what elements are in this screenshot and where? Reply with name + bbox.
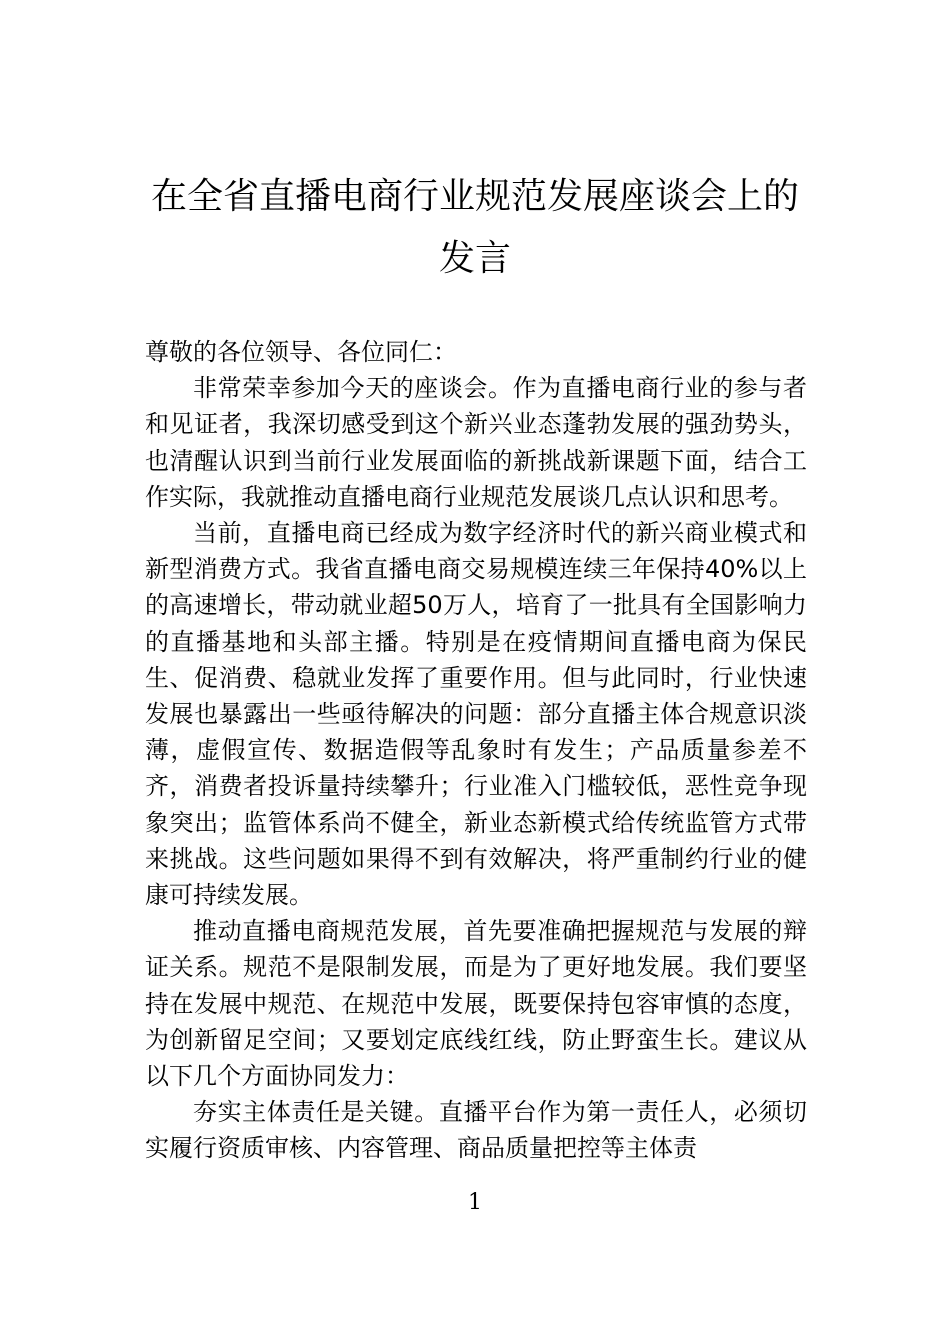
document-title: 在全省直播电商行业规范发展座谈会上的发言 [150,176,799,279]
paragraph-regulation-development: 推动直播电商规范发展，首先要准确把握规范与发展的辩证关系。规范不是限制发展，而是为了更好地发展。我们要坚持在发展中规范、在规范中发展，既要保持包容审慎的态度，为创新留足空间；又要划定底线红线，防止野蛮生长。建议从以下几个方面协同发力： [145,917,807,1091]
paragraph-current-situation: 当前，直播电商已经成为数字经济时代的新兴商业模式和新型消费方式。我省直播电商交易规模连续三年保持40%以上的高速增长，带动就业超50万人，培育了一批具有全国影响力的直播基地和头部主播。特别是在疫情期间直播电商为保民生、促消费、稳就业发挥了重要作用。但与此同时，行业快速发展也暴露出一些亟待解决的问题：部分直播主体合规意识淡薄，虚假宣传、数据造假等乱象时有发生；产品质量参差不齐，消费者投诉量持续攀升；行业准入门槛较低，恶性竞争现象突出；监管体系尚不健全，新业态新模式给传统监管方式带来挑战。这些问题如果得不到有效解决，将严重制约行业的健康可持续发展。 [145,519,807,910]
document-body [145,334,807,1167]
salutation: 尊敬的各位领导、各位同仁： [145,338,457,366]
page-number: 1 [468,1190,482,1215]
paragraph-opening: 非常荣幸参加今天的座谈会。作为直播电商行业的参与者和见证者，我深切感受到这个新兴业态蓬勃发展的强劲势头，也清醒认识到当前行业发展面临的新挑战新课题下面，结合工作实际，我就推动直播电商行业规范发展谈几点认识和思考。 [145,374,807,511]
paragraph-main-responsibility: 夯实主体责任是关键。直播平台作为第一责任人，必须切实履行资质审核、内容管理、商品质量把控等主体责 [145,1098,807,1163]
